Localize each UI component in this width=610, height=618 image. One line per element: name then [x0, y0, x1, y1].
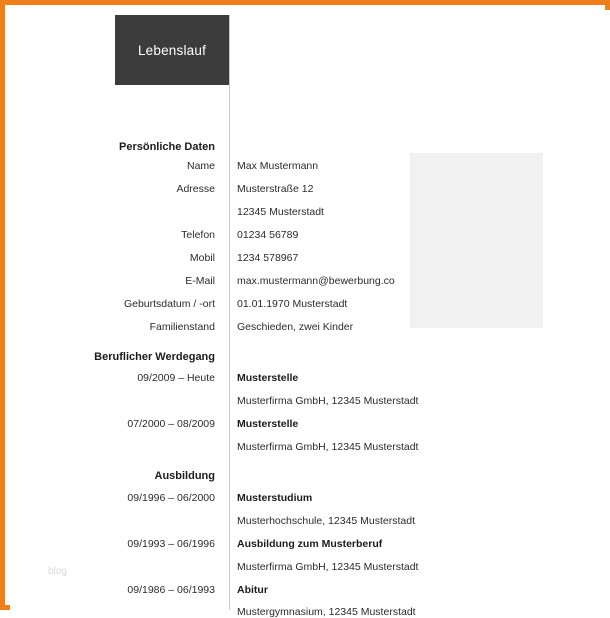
career-detail-2: Musterfirma GmbH, 12345 Musterstadt [237, 441, 419, 453]
career-detail-1: Musterfirma GmbH, 12345 Musterstadt [237, 395, 419, 407]
education-period-2: 09/1993 – 06/1996 [127, 538, 215, 550]
document-title-block [115, 15, 229, 85]
field-label-email: E-Mail [185, 275, 215, 287]
field-label-name: Name [186, 160, 215, 172]
field-value-birth: 01.01.1970 Musterstadt [237, 298, 348, 310]
education-detail-1: Musterhochschule, 12345 Musterstadt [237, 515, 416, 527]
education-position-2: Ausbildung zum Musterberuf [237, 538, 383, 550]
resume-document [10, 10, 610, 618]
section-heading-personal: Persönliche Daten [119, 141, 215, 153]
section-heading-education: Ausbildung [154, 470, 215, 482]
field-value-address-line1: Musterstraße 12 [237, 183, 314, 195]
section-heading-career: Beruflicher Werdegang [94, 351, 215, 363]
education-position-3: Abitur [237, 584, 268, 596]
field-value-marital: Geschieden, zwei Kinder [237, 321, 354, 333]
career-period-2: 07/2000 – 08/2009 [127, 418, 215, 430]
watermark-text: blog [48, 566, 67, 577]
field-label-address: Adresse [176, 183, 215, 195]
page-title: Lebenslauf [137, 42, 207, 58]
education-detail-2: Musterfirma GmbH, 12345 Musterstadt [237, 561, 419, 573]
field-label-birth: Geburtsdatum / -ort [123, 298, 215, 310]
career-position-1: Musterstelle [237, 372, 299, 384]
photo-placeholder [410, 153, 543, 328]
field-value-mobile: 1234 578967 [237, 252, 299, 264]
field-label-phone: Telefon [181, 229, 215, 241]
education-position-1: Musterstudium [237, 492, 313, 504]
field-value-name: Max Mustermann [237, 160, 319, 172]
field-label-mobile: Mobil [189, 252, 215, 264]
field-label-marital: Familienstand [149, 321, 215, 333]
career-period-1: 09/2009 – Heute [137, 372, 215, 384]
education-detail-3: Mustergymnasium, 12345 Musterstadt [237, 606, 416, 618]
education-period-1: 09/1996 – 06/2000 [127, 492, 215, 504]
career-position-2: Musterstelle [237, 418, 299, 430]
vertical-divider [229, 15, 230, 610]
education-period-3: 09/1986 – 06/1993 [127, 584, 215, 596]
field-value-email: max.mustermann@bewerbung.co [237, 275, 395, 287]
field-value-phone: 01234 56789 [237, 229, 299, 241]
field-value-address-line2: 12345 Musterstadt [237, 206, 324, 218]
